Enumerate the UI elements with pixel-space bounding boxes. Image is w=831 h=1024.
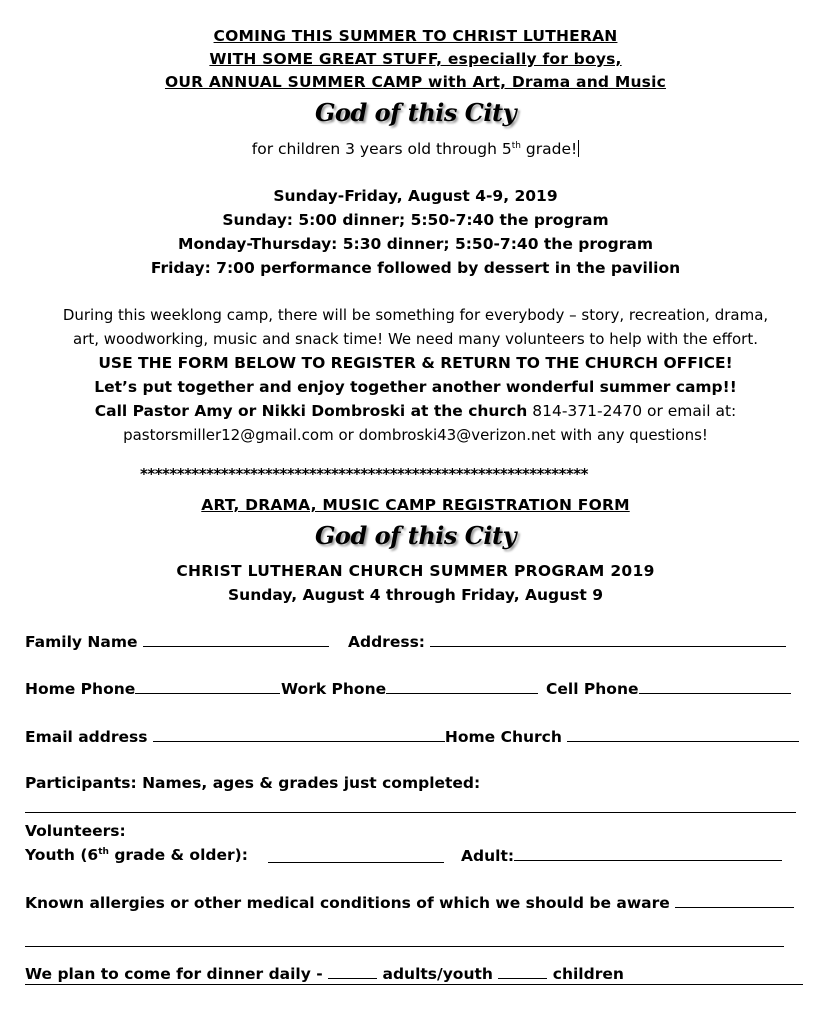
form-dates: Sunday, August 4 through Friday, August 9 [228, 586, 603, 604]
contact-phone: 814-371-2470 or email at: [527, 402, 737, 420]
children-label: children [552, 965, 624, 983]
cell-phone-field[interactable] [546, 679, 791, 698]
adults-youth-label: adults/youth [382, 965, 493, 983]
adult-blank[interactable] [514, 846, 782, 861]
participants-label: Participants: Names, ages & grades just completed: [25, 774, 481, 792]
adult-label: Adult: [461, 847, 515, 865]
text-cursor [578, 140, 579, 157]
family-name-label: Family Name [25, 633, 138, 651]
allergies-blank[interactable] [675, 893, 794, 908]
youth-label-start: Youth (6 [25, 846, 99, 864]
header-line-3: OUR ANNUAL SUMMER CAMP with Art, Drama and Music [164, 73, 667, 91]
adult-field[interactable] [461, 846, 782, 865]
email-tail: with any questions! [555, 426, 708, 444]
family-name-field[interactable] [25, 632, 329, 651]
email-link-1[interactable]: pastorsmiller12@gmail.com [123, 426, 334, 444]
email-blank[interactable] [153, 727, 445, 742]
address-blank[interactable] [430, 632, 786, 647]
form-theme-title: God of this City [314, 521, 517, 550]
header-line-1: COMING THIS SUMMER TO CHRIST LUTHERAN [213, 27, 618, 45]
contact-line [0, 402, 831, 420]
youth-field[interactable] [25, 846, 248, 864]
audience-sup: th [511, 140, 521, 151]
description-line-1: During this weeklong camp, there will be something for everybody – story, recreation, drama, [62, 306, 769, 324]
work-phone-field[interactable] [281, 679, 538, 698]
address-field[interactable] [348, 632, 786, 651]
allergies-field[interactable] [25, 893, 794, 912]
adults-youth-count-blank[interactable] [328, 964, 377, 979]
dinner-field[interactable] [25, 964, 624, 983]
schedule-mon-thu: Monday-Thursday: 5:30 dinner; 5:50-7:40 the program [178, 235, 653, 253]
description-line-2: art, woodworking, music and snack time! We need many volunteers to help with the effort. [73, 330, 758, 348]
theme-title: God of this City [314, 98, 517, 127]
work-phone-blank[interactable] [386, 679, 538, 694]
dinner-underline [25, 984, 803, 985]
email-line [0, 426, 831, 444]
home-phone-field[interactable] [25, 679, 280, 698]
allergies-label: Known allergies or other medical conditions of which we should be aware [25, 894, 670, 912]
family-name-blank[interactable] [143, 632, 329, 647]
work-phone-label: Work Phone [281, 680, 387, 698]
home-phone-label: Home Phone [25, 680, 136, 698]
address-label: Address: [348, 633, 425, 651]
separator: ************************************************************* [140, 465, 588, 483]
cell-phone-label: Cell Phone [546, 680, 639, 698]
children-count-blank[interactable] [498, 964, 547, 979]
audience-line [0, 140, 831, 158]
form-program: CHRIST LUTHERAN CHURCH SUMMER PROGRAM 2019 [176, 562, 655, 580]
youth-label-sup: th [98, 846, 109, 857]
schedule-sunday: Sunday: 5:00 dinner; 5:50-7:40 the program [222, 211, 609, 229]
schedule-friday: Friday: 7:00 performance followed by dessert in the pavilion [150, 259, 681, 277]
contact-call: Call Pastor Amy or Nikki Dombroski at the church [94, 402, 528, 420]
participants-blank[interactable] [25, 812, 796, 813]
audience-tail: grade! [520, 140, 578, 158]
header-line-2: WITH SOME GREAT STUFF, especially for boys, [209, 50, 622, 68]
youth-blank[interactable] [268, 862, 444, 863]
email-field[interactable] [25, 727, 799, 746]
youth-label-end: grade & older): [108, 846, 248, 864]
register-instruction: USE THE FORM BELOW TO REGISTER & RETURN TO THE CHURCH OFFICE! [98, 354, 733, 372]
volunteers-label: Volunteers: [25, 822, 126, 840]
audience-text: for children 3 years old through 5 [251, 140, 512, 158]
invite-line: Let’s put together and enjoy together another wonderful summer camp!! [94, 378, 737, 396]
home-church-label: Home Church [444, 728, 562, 746]
email-label: Email address [25, 728, 148, 746]
dinner-label: We plan to come for dinner daily - [25, 965, 323, 983]
cell-phone-blank[interactable] [639, 679, 791, 694]
schedule-dates: Sunday-Friday, August 4-9, 2019 [273, 187, 558, 205]
form-heading: ART, DRAMA, MUSIC CAMP REGISTRATION FORM [201, 496, 630, 514]
email-link-2[interactable]: dombroski43@verizon.net [358, 426, 556, 444]
email-or: or [333, 426, 359, 444]
home-phone-blank[interactable] [135, 679, 280, 694]
home-church-blank[interactable] [567, 727, 799, 742]
allergies-blank-2[interactable] [25, 946, 784, 947]
